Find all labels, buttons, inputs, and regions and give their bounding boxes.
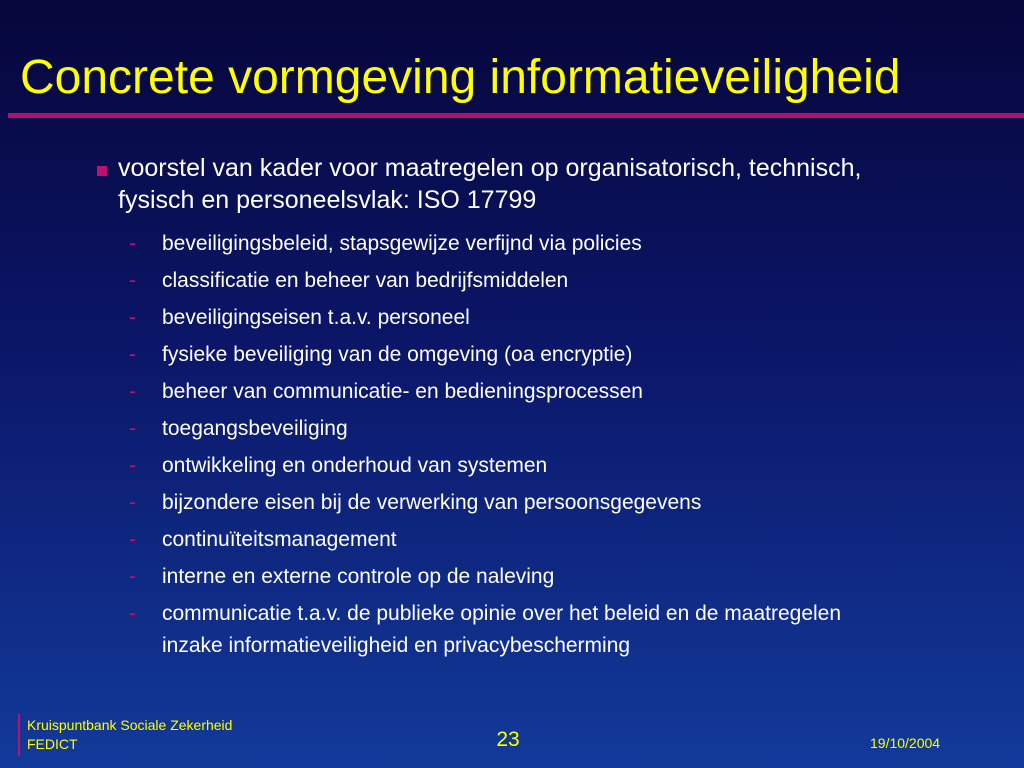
sub-bullet-text: fysieke beveiliging van de omgeving (oa encryptie) bbox=[162, 343, 633, 366]
sub-bullet-text: beveiligingsbeleid, stapsgewijze verfijnd via policies bbox=[162, 232, 642, 255]
footer-divider bbox=[18, 714, 20, 756]
dash-bullet-icon: - bbox=[129, 343, 136, 366]
dash-bullet-icon: - bbox=[129, 602, 136, 625]
dash-bullet-icon: - bbox=[129, 380, 136, 403]
main-bullet-text: voorstel van kader voor maatregelen op organisatorisch, technisch, fysisch en personeelsvlak: ISO 17799 bbox=[118, 154, 862, 214]
dash-bullet-icon: - bbox=[129, 565, 136, 588]
footer-org-name: Kruispuntbank Sociale Zekerheid bbox=[27, 717, 233, 733]
title-underline bbox=[8, 113, 1024, 118]
dash-bullet-icon: - bbox=[129, 306, 136, 329]
footer-date: 19/10/2004 bbox=[870, 735, 941, 751]
footer-org-subname: FEDICT bbox=[27, 736, 78, 752]
dash-bullet-icon: - bbox=[129, 454, 136, 477]
sub-bullet-text: toegangsbeveiliging bbox=[162, 417, 348, 440]
dash-bullet-icon: - bbox=[129, 232, 136, 255]
square-bullet-icon bbox=[97, 166, 107, 176]
slide-title: Concrete vormgeving informatieveiligheid bbox=[20, 51, 901, 104]
dash-bullet-icon: - bbox=[129, 417, 136, 440]
dash-bullet-icon: - bbox=[129, 491, 136, 514]
footer-organization bbox=[27, 716, 232, 754]
sub-bullet-text: interne en externe controle op de naleving bbox=[162, 565, 555, 588]
sub-bullet-text: bijzondere eisen bij de verwerking van persoonsgegevens bbox=[162, 491, 702, 514]
sub-bullet-text: classificatie en beheer van bedrijfsmiddelen bbox=[162, 269, 569, 292]
sub-bullet-text: beveiligingseisen t.a.v. personeel bbox=[162, 306, 470, 329]
sub-bullet-text: communicatie t.a.v. de publieke opinie over het beleid en de maatregelen inzake informatieveiligheid en privacybescherming bbox=[162, 602, 842, 657]
sub-bullet-text: continuïteitsmanagement bbox=[162, 528, 397, 551]
sub-bullet-text: beheer van communicatie- en bedieningsprocessen bbox=[162, 380, 643, 403]
sub-bullet-text: ontwikkeling en onderhoud van systemen bbox=[162, 454, 548, 477]
page-number: 23 bbox=[496, 728, 520, 751]
dash-bullet-icon: - bbox=[129, 269, 136, 292]
dash-bullet-icon: - bbox=[129, 528, 136, 551]
